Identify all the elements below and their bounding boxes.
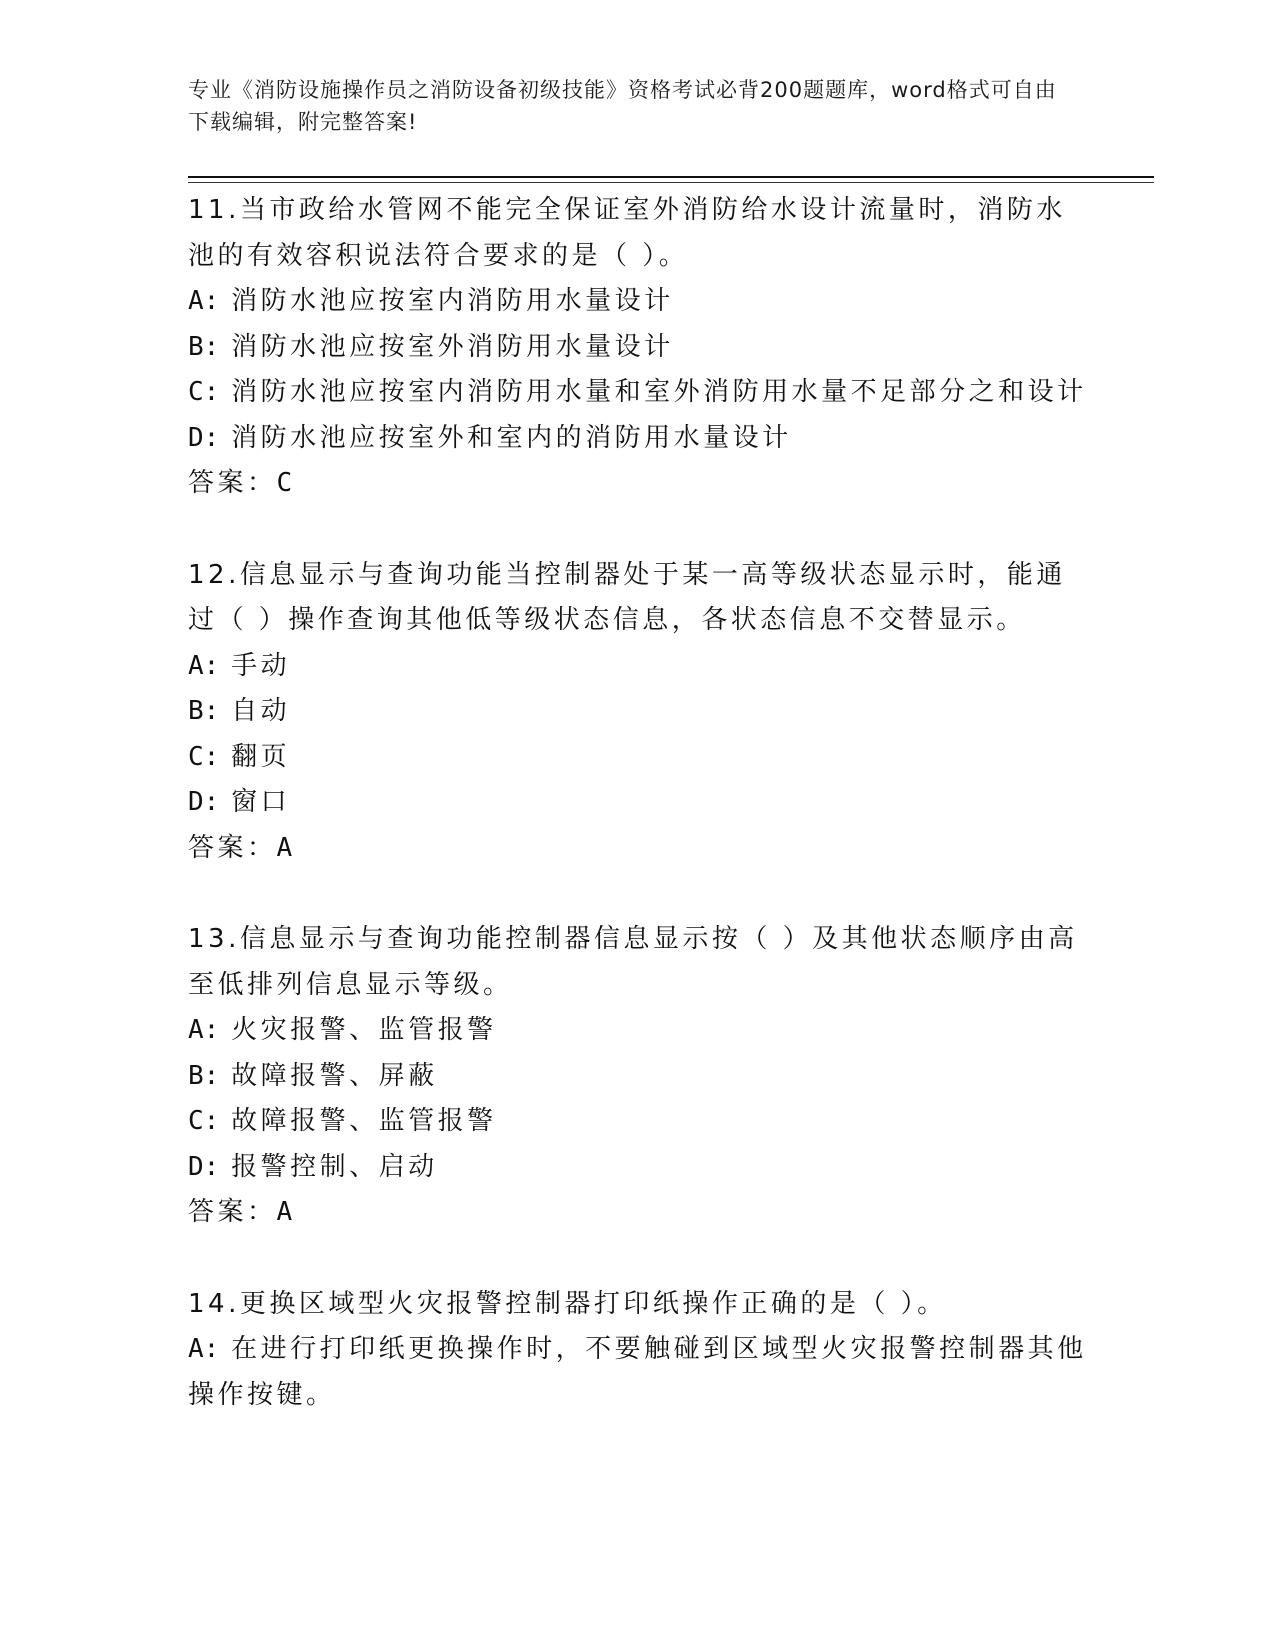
answer-line <box>188 461 1088 507</box>
option-text: 消防水池应按室内消防用水量和室外消防用水量不足部分之和设计 <box>231 377 1087 407</box>
answer-value: C <box>276 468 293 498</box>
answer-line <box>188 1190 1088 1236</box>
question-11 <box>188 188 1088 507</box>
option-key: D: <box>188 422 220 453</box>
option-text: 自动 <box>231 696 291 726</box>
question-text: 14.更换区域型火灾报警控制器打印纸操作正确的是（ ）。 <box>188 1288 947 1319</box>
option-key: D: <box>188 787 220 817</box>
option-text: 故障报警、监管报警 <box>231 1106 497 1136</box>
option-c <box>188 370 1088 416</box>
option-text: 手动 <box>231 650 291 681</box>
question-text: 13.信息显示与查询功能控制器信息显示按（ ）及其他状态顺序由高至低排列信息显示等级。 <box>188 924 1078 1000</box>
option-d <box>188 780 1088 826</box>
option-c <box>188 1099 1088 1145</box>
option-key: D: <box>188 1151 220 1182</box>
option-key: A: <box>188 650 220 681</box>
option-key: C: <box>188 1106 220 1136</box>
option-text: 窗口 <box>231 787 291 817</box>
answer-value: A <box>276 832 293 863</box>
answer-value: A <box>276 1197 293 1227</box>
answer-label: 答案： <box>188 1197 277 1227</box>
option-text: 火灾报警、监管报警 <box>231 1015 497 1045</box>
option-key: B: <box>188 696 220 726</box>
option-c <box>188 735 1088 781</box>
option-text: 消防水池应按室外消防用水量设计 <box>231 331 674 362</box>
header-rule-thick <box>188 176 1154 178</box>
option-text: 在进行打印纸更换操作时，不要触碰到区域型火灾报警控制器其他操作按键。 <box>188 1334 1087 1410</box>
option-key: B: <box>188 331 220 362</box>
option-b <box>188 1054 1088 1100</box>
option-key: C: <box>188 377 220 407</box>
option-key: B: <box>188 1060 220 1091</box>
option-b <box>188 689 1088 735</box>
option-key: A: <box>188 286 220 316</box>
option-a <box>188 644 1088 690</box>
option-d <box>188 1145 1088 1191</box>
question-list <box>188 188 1088 1464</box>
option-a <box>188 279 1088 325</box>
answer-label: 答案： <box>188 468 277 498</box>
option-text: 故障报警、屏蔽 <box>231 1060 438 1091</box>
document-header: 专业《消防设施操作员之消防设备初级技能》资格考试必背200题题库，word格式可自由下载编辑，附完整答案! <box>188 78 1057 134</box>
question-text: 11.当市政给水管网不能完全保证室外消防给水设计流量时，消防水池的有效容积说法符合要求的是（ ）。 <box>188 195 1066 271</box>
option-key: A: <box>188 1015 220 1045</box>
option-text: 翻页 <box>231 741 291 772</box>
option-key: A: <box>188 1334 220 1364</box>
answer-label: 答案： <box>188 832 277 863</box>
option-d <box>188 416 1088 462</box>
option-a <box>188 1327 1088 1418</box>
question-12 <box>188 553 1088 872</box>
option-text: 消防水池应按室内消防用水量设计 <box>231 286 674 316</box>
option-text: 报警控制、启动 <box>231 1151 438 1182</box>
option-key: C: <box>188 741 220 772</box>
question-13 <box>188 917 1088 1236</box>
answer-line <box>188 826 1088 872</box>
question-14 <box>188 1282 1088 1419</box>
option-a <box>188 1008 1088 1054</box>
header-rule-thin <box>188 182 1154 183</box>
option-b <box>188 325 1088 371</box>
question-text: 12.信息显示与查询功能当控制器处于某一高等级状态显示时，能通过（ ）操作查询其他低等级状态信息，各状态信息不交替显示。 <box>188 559 1066 635</box>
option-text: 消防水池应按室外和室内的消防用水量设计 <box>231 422 792 453</box>
